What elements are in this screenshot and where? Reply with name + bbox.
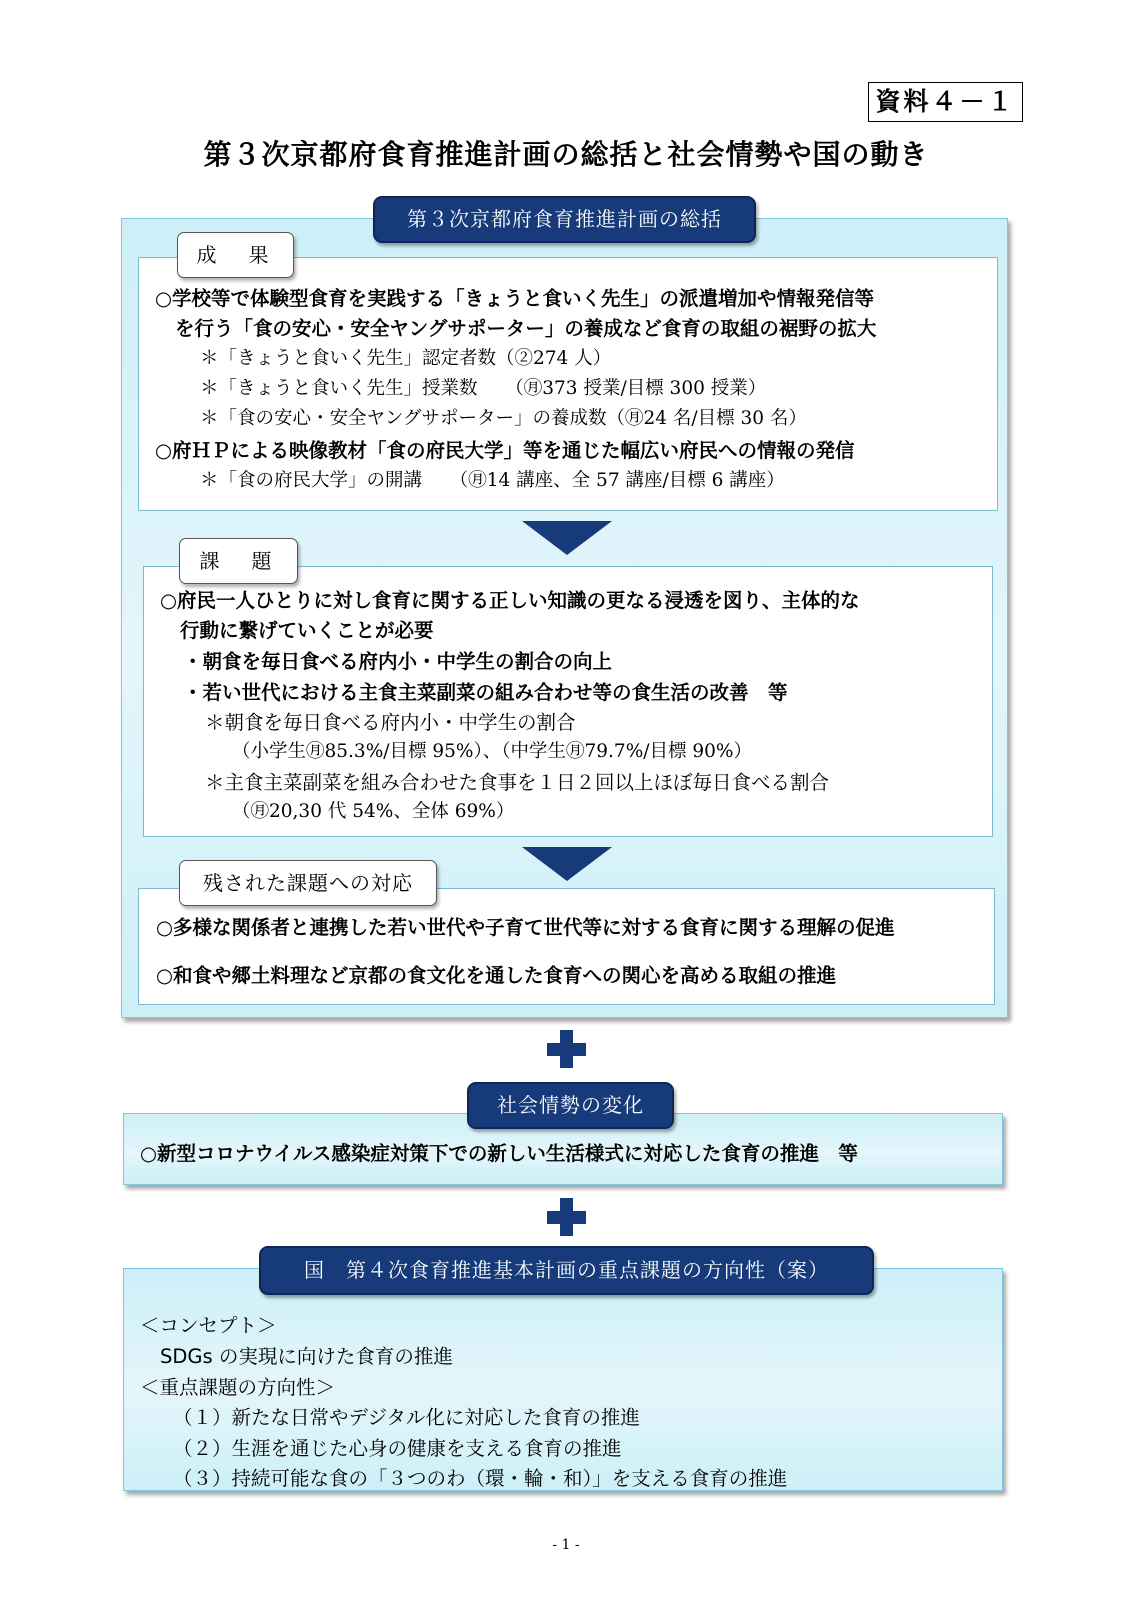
results-line: ○学校等で体験型食育を実践する「きょうと食いく先生」の派遣増加や情報発信等 (155, 287, 875, 310)
results-line: ＊「食の府民大学」の開講 （㊊14 講座、全 57 講座/目標 6 講座） (200, 470, 785, 491)
issues-line: ＊朝食を毎日食べる府内小・中学生の割合 (205, 711, 576, 734)
national-line: ＜コンセプト＞ (140, 1314, 277, 1337)
national-header: 国 第４次食育推進基本計画の重点課題の方向性（案） (259, 1246, 874, 1295)
national-line: SDGs の実現に向けた食育の推進 (160, 1345, 453, 1368)
results-line: ＊「きょうと食いく先生」認定者数（②274 人） (200, 348, 612, 369)
issues-line: ・朝食を毎日食べる府内小・中学生の割合の向上 (183, 650, 613, 673)
response-line: ○和食や郷土料理など京都の食文化を通した食育への関心を高める取組の推進 (156, 964, 837, 987)
issues-line: （㊊20,30 代 54%、全体 69%） (232, 801, 515, 822)
issues-tab: 課 題 (179, 538, 298, 584)
arrow-down-icon (522, 847, 612, 881)
national-line: ＜重点課題の方向性＞ (140, 1376, 336, 1399)
results-tab: 成 果 (177, 232, 294, 278)
arrow-down-icon (522, 521, 612, 555)
document-id: 資料４－１ (868, 82, 1023, 122)
page-number: - 1 - (552, 1537, 580, 1553)
page-title: 第３次京都府食育推進計画の総括と社会情勢や国の動き (203, 138, 929, 171)
results-line: ＊「食の安心・安全ヤングサポーター」の養成数（㊊24 名/目標 30 名） (200, 408, 807, 429)
national-line: （２）生涯を通じた心身の健康を支える食育の推進 (173, 1437, 622, 1460)
results-line: を行う「食の安心・安全ヤングサポーター」の養成など食育の取組の裾野の拡大 (175, 317, 877, 340)
results-line: ＊「きょうと食いく先生」授業数 （㊊373 授業/目標 300 授業） (200, 378, 767, 399)
social-header: 社会情勢の変化 (467, 1082, 674, 1129)
issues-line: （小学生㊊85.3%/目標 95%）、（中学生㊊79.7%/目標 90%） (232, 741, 753, 762)
issues-line: ・若い世代における主食主菜副菜の組み合わせ等の食生活の改善 等 (183, 681, 788, 704)
response-line: ○多様な関係者と連携した若い世代や子育て世代等に対する食育に関する理解の促進 (156, 916, 895, 939)
national-line: （３）持続可能な食の「３つのわ（環・輪・和）」を支える食育の推進 (173, 1467, 788, 1490)
issues-line: ○府民一人ひとりに対し食育に関する正しい知識の更なる浸透を図り、主体的な (160, 589, 860, 612)
national-line: （１）新たな日常やデジタル化に対応した食育の推進 (173, 1406, 640, 1429)
results-line: ○府ＨＰによる映像教材「食の府民大学」等を通じた幅広い府民への情報の発信 (155, 439, 855, 462)
social-line: ○新型コロナウイルス感染症対策下での新しい生活様式に対応した食育の推進 等 (140, 1142, 858, 1165)
response-tab: 残された課題への対応 (179, 860, 437, 906)
issues-line: 行動に繋げていくことが必要 (180, 619, 434, 642)
issues-line: ＊主食主菜副菜を組み合わせた食事を１日２回以上ほぼ毎日食べる割合 (205, 771, 830, 794)
review-header: 第３次京都府食育推進計画の総括 (373, 196, 756, 243)
